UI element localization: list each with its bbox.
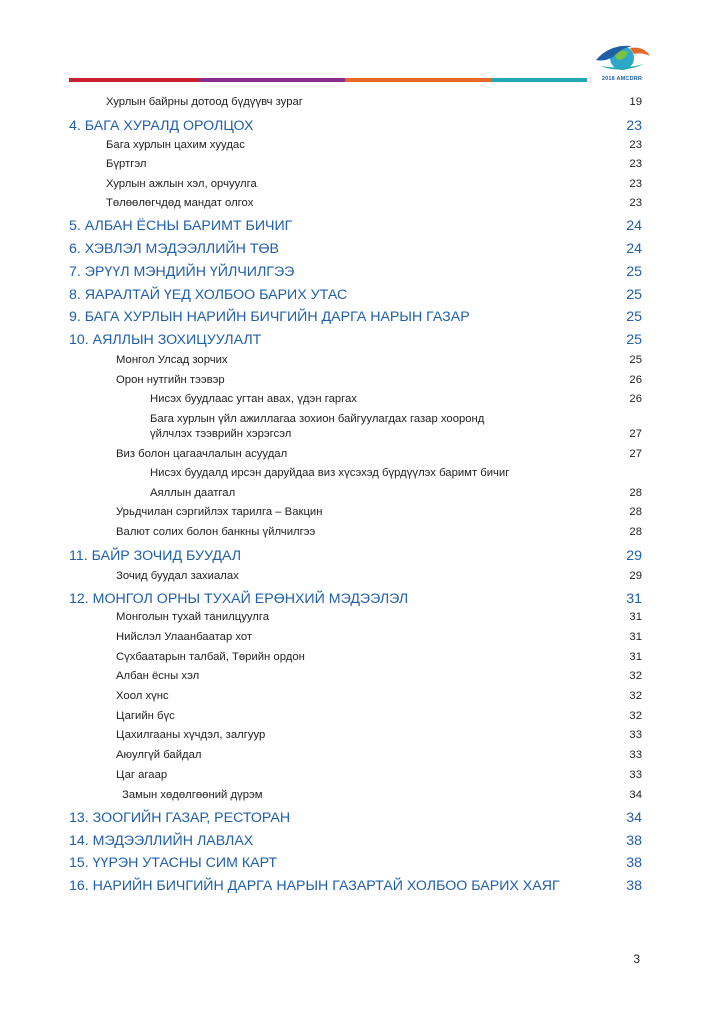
toc-entry-page: 34 bbox=[629, 789, 642, 801]
toc-entry-title: Монгол Улсад зорчих bbox=[116, 354, 228, 366]
toc-entry-page: 23 bbox=[629, 139, 642, 151]
toc-subsection-entry[interactable] bbox=[150, 466, 642, 484]
toc-entry-title: Бага хурлын үйл ажиллагаа зохион байгуулагдах газар хооронд bbox=[150, 413, 485, 425]
rule-segment-teal bbox=[491, 78, 587, 82]
toc-subsection-entry[interactable] bbox=[116, 447, 642, 465]
toc-entry-title: 14. МЭДЭЭЛЛИЙН ЛАВЛАХ bbox=[69, 833, 254, 849]
toc-entry-title: Албан ёсны хэл bbox=[116, 670, 200, 682]
toc-subsection-entry[interactable] bbox=[106, 157, 642, 175]
toc-entry-page: 25 bbox=[626, 287, 642, 303]
globe-logo-icon bbox=[592, 38, 652, 78]
toc-section-entry[interactable] bbox=[69, 286, 642, 304]
toc-entry-page: 23 bbox=[626, 118, 642, 134]
toc-entry-page: 26 bbox=[629, 374, 642, 386]
toc-entry-title: Замын хөдөлгөөний дүрэм bbox=[122, 789, 263, 801]
toc-entry-title: Сүхбаатарын талбай, Төрийн ордон bbox=[116, 651, 305, 663]
toc-entry-page: 32 bbox=[629, 690, 642, 702]
toc-subsection-entry[interactable] bbox=[150, 427, 642, 445]
toc-subsection-entry[interactable] bbox=[116, 353, 642, 371]
rule-segment-orange bbox=[345, 78, 491, 82]
rule-segment-purple bbox=[199, 78, 345, 82]
toc-entry-title: 15. ҮҮРЭН УТАСНЫ СИМ КАРТ bbox=[69, 855, 278, 871]
toc-entry-title: Аюулгүй байдал bbox=[116, 749, 202, 761]
toc-entry-page: 33 bbox=[629, 729, 642, 741]
toc-entry-title: 12. МОНГОЛ ОРНЫ ТУХАЙ ЕРӨНХИЙ МЭДЭЭЛЭЛ bbox=[69, 591, 409, 607]
toc-section-entry[interactable] bbox=[69, 809, 642, 827]
toc-section-entry[interactable] bbox=[69, 832, 642, 850]
toc-entry-title: 13. ЗООГИЙН ГАЗАР, РЕСТОРАН bbox=[69, 810, 291, 826]
toc-entry-title: Цагийн бүс bbox=[116, 710, 175, 722]
toc-entry-page: 28 bbox=[629, 506, 642, 518]
toc-entry-title: 16. НАРИЙН БИЧГИЙН ДАРГА НАРЫН ГАЗАРТАЙ ХОЛБОО БАРИХ ХАЯГ bbox=[69, 878, 560, 894]
conference-logo bbox=[592, 38, 652, 88]
toc-entry-page: 31 bbox=[629, 611, 642, 623]
toc-entry-title: Цахилгааны хүчдэл, залгуур bbox=[116, 729, 266, 741]
toc-entry-title: Нийслэл Улаанбаатар хот bbox=[116, 631, 253, 643]
toc-entry-page: 32 bbox=[629, 710, 642, 722]
toc-subsection-entry[interactable] bbox=[116, 768, 642, 786]
toc-subsection-entry[interactable] bbox=[106, 196, 642, 214]
toc-entry-page: 26 bbox=[629, 393, 642, 405]
header-color-rule bbox=[69, 78, 587, 82]
toc-section-entry[interactable] bbox=[69, 331, 642, 349]
toc-section-entry[interactable] bbox=[69, 240, 642, 258]
toc-entry-page: 28 bbox=[629, 526, 642, 538]
toc-entry-page: 27 bbox=[629, 448, 642, 460]
toc-entry-page: 19 bbox=[629, 96, 642, 108]
toc-entry-title: 11. БАЙР ЗОЧИД БУУДАЛ bbox=[69, 548, 242, 564]
rule-segment-red bbox=[69, 78, 199, 82]
toc-entry-page: 38 bbox=[626, 855, 642, 871]
toc-subsection-entry[interactable] bbox=[116, 669, 642, 687]
toc-entry-title: Нисэх буудалд ирсэн даруйдаа виз хүсэхэд бүрдүүлэх баримт бичиг bbox=[150, 467, 510, 479]
toc-subsection-entry[interactable] bbox=[116, 728, 642, 746]
toc-entry-title: 10. АЯЛЛЫН ЗОХИЦУУЛАЛТ bbox=[69, 332, 262, 348]
toc-subsection-entry[interactable] bbox=[116, 650, 642, 668]
toc-entry-page: 31 bbox=[629, 631, 642, 643]
toc-subsection-entry[interactable] bbox=[116, 505, 642, 523]
toc-section-entry[interactable] bbox=[69, 117, 642, 135]
toc-subsection-entry[interactable] bbox=[116, 373, 642, 391]
toc-entry-page: 33 bbox=[629, 749, 642, 761]
toc-entry-page: 38 bbox=[626, 878, 642, 894]
toc-subsection-entry[interactable] bbox=[150, 486, 642, 504]
logo-text: 2018 AMCDRR bbox=[601, 76, 643, 82]
toc-subsection-entry[interactable] bbox=[116, 525, 642, 543]
toc-entry-page: 31 bbox=[629, 651, 642, 663]
toc-entry-page: 33 bbox=[629, 769, 642, 781]
toc-subsection-entry[interactable] bbox=[116, 709, 642, 727]
page-number: 3 bbox=[633, 952, 640, 966]
toc-subsection-entry[interactable] bbox=[122, 788, 642, 806]
toc-section-entry[interactable] bbox=[69, 590, 642, 608]
toc-entry-page: 23 bbox=[629, 158, 642, 170]
toc-subsection-entry[interactable] bbox=[150, 392, 642, 410]
toc-section-entry[interactable] bbox=[69, 217, 642, 235]
toc-entry-page: 31 bbox=[626, 591, 642, 607]
toc-entry-title: 4. БАГА ХУРАЛД ОРОЛЦОХ bbox=[69, 118, 254, 134]
toc-entry-title: 8. ЯАРАЛТАЙ ҮЕД ХОЛБОО БАРИХ УТАС bbox=[69, 287, 348, 303]
toc-entry-title: Зочид буудал захиалах bbox=[116, 570, 239, 582]
toc-entry-page: 29 bbox=[626, 548, 642, 564]
toc-section-entry[interactable] bbox=[69, 547, 642, 565]
toc-entry-title: Орон нутгийн тээвэр bbox=[116, 374, 225, 386]
toc-entry-title: Валют солих болон банкны үйлчилгээ bbox=[116, 526, 316, 538]
toc-entry-page: 23 bbox=[629, 178, 642, 190]
toc-entry-title: 5. АЛБАН ЁСНЫ БАРИМТ БИЧИГ bbox=[69, 218, 293, 234]
toc-entry-title: Бага хурлын цахим хуудас bbox=[106, 139, 245, 151]
toc-entry-title: Нисэх буудлаас угтан авах, үдэн гаргах bbox=[150, 393, 357, 405]
toc-entry-page: 29 bbox=[629, 570, 642, 582]
toc-entry-title: Аяллын даатгал bbox=[150, 487, 236, 499]
toc-entry-page: 24 bbox=[626, 241, 642, 257]
toc-entry-page: 34 bbox=[626, 810, 642, 826]
toc-entry-page: 23 bbox=[629, 197, 642, 209]
toc-entry-title: Урьдчилан сэргийлэх тарилга – Вакцин bbox=[116, 506, 323, 518]
toc-entry-title: Цаг агаар bbox=[116, 769, 168, 781]
toc-subsection-entry[interactable] bbox=[116, 630, 642, 648]
toc-subsection-entry[interactable] bbox=[106, 95, 642, 113]
toc-entry-title: 7. ЭРҮҮЛ МЭНДИЙН ҮЙЛЧИЛГЭЭ bbox=[69, 264, 295, 280]
toc-entry-title: Хоол хүнс bbox=[116, 690, 169, 702]
toc-entry-title: Төлөөлөгчдөд мандат олгох bbox=[106, 197, 254, 209]
toc-entry-page: 27 bbox=[629, 428, 642, 440]
toc-section-entry[interactable] bbox=[69, 854, 642, 872]
toc-entry-page: 28 bbox=[629, 487, 642, 499]
toc-entry-page: 25 bbox=[629, 354, 642, 366]
toc-entry-page: 25 bbox=[626, 309, 642, 325]
toc-entry-title: Бүртгэл bbox=[106, 158, 147, 170]
toc-entry-page: 25 bbox=[626, 332, 642, 348]
toc-subsection-entry[interactable] bbox=[116, 569, 642, 587]
toc-entry-title: үйлчлэх тээврийн хэрэгсэл bbox=[150, 428, 292, 440]
toc-entry-title: Хурлын ажлын хэл, орчуулга bbox=[106, 178, 257, 190]
toc-section-entry[interactable] bbox=[69, 308, 642, 326]
toc-subsection-entry[interactable] bbox=[116, 610, 642, 628]
toc-subsection-entry[interactable] bbox=[106, 138, 642, 156]
toc-entry-page: 32 bbox=[629, 670, 642, 682]
toc-subsection-entry[interactable] bbox=[116, 748, 642, 766]
toc-entry-page: 25 bbox=[626, 264, 642, 280]
toc-subsection-entry[interactable] bbox=[106, 177, 642, 195]
toc-subsection-entry[interactable] bbox=[116, 689, 642, 707]
toc-entry-title: Хурлын байрны дотоод бүдүүвч зураг bbox=[106, 96, 303, 108]
toc-section-entry[interactable] bbox=[69, 263, 642, 281]
toc-entry-title: 9. БАГА ХУРЛЫН НАРИЙН БИЧГИЙН ДАРГА НАРЫН ГАЗАР bbox=[69, 309, 470, 325]
toc-entry-title: Монголын тухай танилцуулга bbox=[116, 611, 269, 623]
toc-section-entry[interactable] bbox=[69, 877, 642, 895]
toc-entry-page: 24 bbox=[626, 218, 642, 234]
toc-entry-title: 6. ХЭВЛЭЛ МЭДЭЭЛЛИЙН ТӨВ bbox=[69, 241, 279, 257]
toc-entry-title: Виз болон цагаачлалын асуудал bbox=[116, 448, 288, 460]
toc-entry-page: 38 bbox=[626, 833, 642, 849]
